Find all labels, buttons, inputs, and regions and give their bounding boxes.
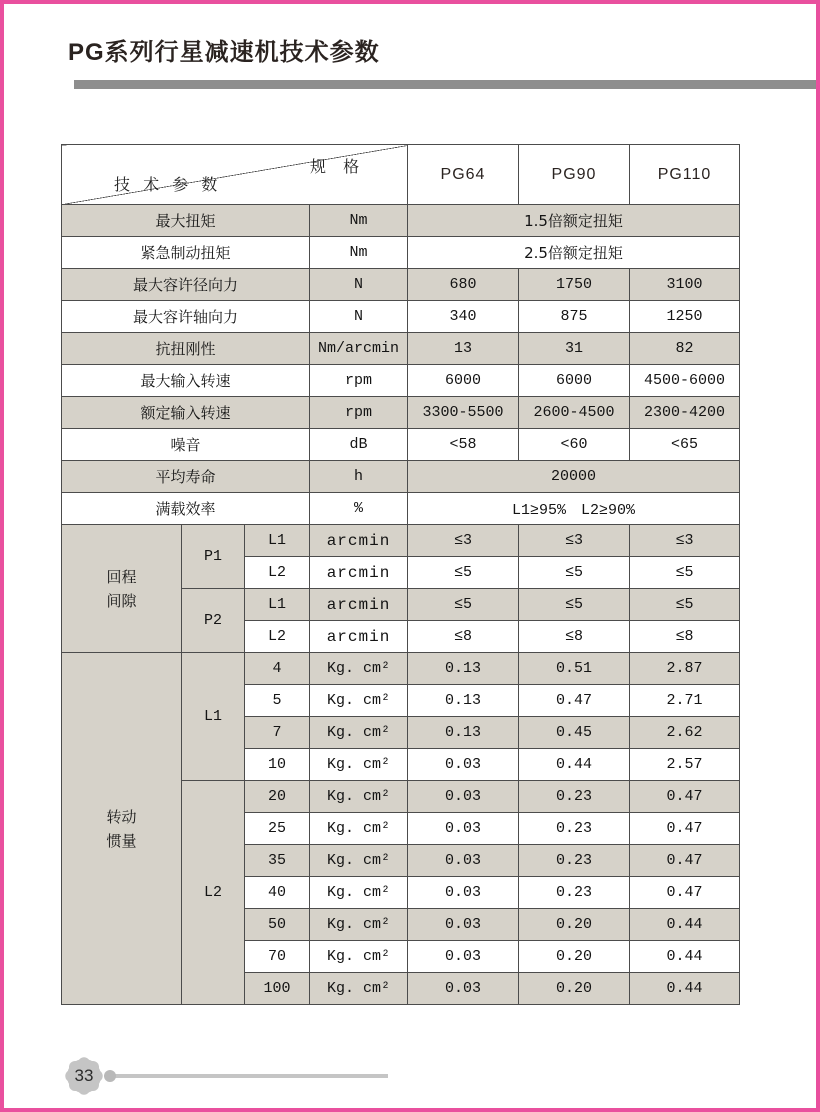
model-header-pg64: PG64	[408, 145, 519, 205]
footer-rule	[110, 1074, 388, 1078]
table-corner-cell	[62, 145, 408, 205]
param-value: 6000	[519, 365, 630, 397]
param-value: 13	[408, 333, 519, 365]
ratio-cell: 4	[245, 653, 310, 685]
param-value: ≤5	[630, 557, 740, 589]
param-unit: Kg. cm²	[310, 941, 408, 973]
param-unit: N	[310, 269, 408, 301]
table-row	[62, 429, 740, 461]
corner-label-spec: 规 格	[310, 157, 366, 176]
backlash-label-line2: 间隙	[106, 591, 137, 610]
param-value: ≤5	[408, 557, 519, 589]
table-row	[62, 365, 740, 397]
param-unit: Kg. cm²	[310, 973, 408, 1005]
ratio-cell: 25	[245, 813, 310, 845]
param-unit: %	[310, 493, 408, 525]
inertia-label-line1: 转动	[106, 807, 137, 826]
param-value: 0.03	[408, 877, 519, 909]
param-value: ≤3	[408, 525, 519, 557]
param-name: 满载效率	[62, 493, 310, 525]
param-value: 0.47	[630, 877, 740, 909]
ratio-cell: 40	[245, 877, 310, 909]
param-name: 最大容许径向力	[62, 269, 310, 301]
param-unit: Kg. cm²	[310, 685, 408, 717]
param-value: ≤3	[630, 525, 740, 557]
param-value: 0.23	[519, 845, 630, 877]
param-value: 3300-5500	[408, 397, 519, 429]
param-value: 0.03	[408, 909, 519, 941]
table-row	[62, 653, 740, 685]
param-unit: Nm	[310, 237, 408, 269]
stage-cell: L2	[245, 621, 310, 653]
grade-cell: P2	[182, 589, 245, 653]
param-unit: h	[310, 461, 408, 493]
param-value: ≤8	[408, 621, 519, 653]
param-value: 0.03	[408, 813, 519, 845]
param-name: 额定输入转速	[62, 397, 310, 429]
table-row	[62, 493, 740, 525]
stage-cell: L1	[245, 525, 310, 557]
param-value: 0.45	[519, 717, 630, 749]
param-value: 20000	[408, 461, 740, 493]
param-value: 0.13	[408, 653, 519, 685]
param-value: 0.47	[519, 685, 630, 717]
param-value: <60	[519, 429, 630, 461]
param-unit: arcmin	[310, 525, 408, 557]
ratio-cell: 7	[245, 717, 310, 749]
table-row	[62, 333, 740, 365]
param-value: 0.23	[519, 781, 630, 813]
param-value: ≤8	[519, 621, 630, 653]
inertia-label	[62, 653, 182, 1005]
param-value: 4500-6000	[630, 365, 740, 397]
param-value: 1.5倍额定扭矩	[408, 205, 740, 237]
param-value: 1750	[519, 269, 630, 301]
param-unit: Kg. cm²	[310, 781, 408, 813]
param-value: 0.20	[519, 909, 630, 941]
param-value: 0.23	[519, 877, 630, 909]
param-value: 0.44	[630, 973, 740, 1005]
page-title: PG系列行星减速机技术参数	[68, 39, 380, 66]
param-value: ≤5	[519, 589, 630, 621]
param-unit: rpm	[310, 397, 408, 429]
page-number-gear	[62, 1054, 106, 1098]
param-unit: Kg. cm²	[310, 653, 408, 685]
param-value: 0.44	[519, 749, 630, 781]
param-unit: Kg. cm²	[310, 877, 408, 909]
grade-cell: P1	[182, 525, 245, 589]
param-unit: arcmin	[310, 589, 408, 621]
ratio-cell: 35	[245, 845, 310, 877]
param-value: 340	[408, 301, 519, 333]
param-name: 抗扭刚性	[62, 333, 310, 365]
model-header-pg110: PG110	[630, 145, 740, 205]
inertia-label-line2: 惯量	[106, 831, 137, 850]
param-value: 3100	[630, 269, 740, 301]
param-value: <65	[630, 429, 740, 461]
param-unit: rpm	[310, 365, 408, 397]
param-value: 0.03	[408, 973, 519, 1005]
param-unit: Kg. cm²	[310, 813, 408, 845]
backlash-label	[62, 525, 182, 653]
param-name: 最大容许轴向力	[62, 301, 310, 333]
param-unit: N	[310, 301, 408, 333]
param-value: ≤8	[630, 621, 740, 653]
param-value: 875	[519, 301, 630, 333]
param-unit: dB	[310, 429, 408, 461]
param-value: 0.20	[519, 973, 630, 1005]
param-name: 噪音	[62, 429, 310, 461]
page-number: 33	[74, 1066, 94, 1085]
stage-cell: L1	[182, 653, 245, 781]
param-value: 0.44	[630, 909, 740, 941]
param-value: L1≥95% L2≥90%	[408, 493, 740, 525]
param-value: 0.20	[519, 941, 630, 973]
param-value: 6000	[408, 365, 519, 397]
param-name: 平均寿命	[62, 461, 310, 493]
param-value: 0.13	[408, 685, 519, 717]
param-value: 0.03	[408, 941, 519, 973]
param-unit: Kg. cm²	[310, 845, 408, 877]
spec-table	[61, 144, 740, 1005]
ratio-cell: 100	[245, 973, 310, 1005]
param-value: 2600-4500	[519, 397, 630, 429]
param-name: 最大扭矩	[62, 205, 310, 237]
param-value: 1250	[630, 301, 740, 333]
table-row	[62, 301, 740, 333]
param-value: 0.03	[408, 749, 519, 781]
param-unit: Kg. cm²	[310, 717, 408, 749]
param-value: ≤3	[519, 525, 630, 557]
param-value: <58	[408, 429, 519, 461]
param-value: 0.13	[408, 717, 519, 749]
param-value: 0.03	[408, 781, 519, 813]
stage-cell: L1	[245, 589, 310, 621]
param-unit: Kg. cm²	[310, 749, 408, 781]
param-unit: Nm	[310, 205, 408, 237]
ratio-cell: 70	[245, 941, 310, 973]
ratio-cell: 5	[245, 685, 310, 717]
param-name: 紧急制动扭矩	[62, 237, 310, 269]
table-row	[62, 397, 740, 429]
param-value: 680	[408, 269, 519, 301]
param-value: 2.71	[630, 685, 740, 717]
param-value: 82	[630, 333, 740, 365]
param-value: 31	[519, 333, 630, 365]
param-value: 2.87	[630, 653, 740, 685]
footer-rule-dot	[104, 1070, 116, 1082]
table-row	[62, 525, 740, 557]
param-value: 0.44	[630, 941, 740, 973]
backlash-label-line1: 回程	[106, 567, 137, 586]
table-header-row	[62, 145, 740, 205]
param-value: 0.47	[630, 813, 740, 845]
param-value: 0.47	[630, 781, 740, 813]
table-row	[62, 237, 740, 269]
page-footer	[62, 1054, 388, 1098]
param-value: 2.62	[630, 717, 740, 749]
param-value: 0.51	[519, 653, 630, 685]
table-row	[62, 205, 740, 237]
param-value: ≤5	[408, 589, 519, 621]
ratio-cell: 20	[245, 781, 310, 813]
table-row	[62, 269, 740, 301]
corner-label-param: 技 术 参 数	[114, 175, 222, 194]
param-unit: Nm/arcmin	[310, 333, 408, 365]
stage-cell: L2	[245, 557, 310, 589]
ratio-cell: 10	[245, 749, 310, 781]
param-value: ≤5	[519, 557, 630, 589]
param-name: 最大输入转速	[62, 365, 310, 397]
ratio-cell: 50	[245, 909, 310, 941]
param-value: 0.03	[408, 845, 519, 877]
param-value: 2300-4200	[630, 397, 740, 429]
param-unit: arcmin	[310, 557, 408, 589]
table-row	[62, 461, 740, 493]
param-unit: arcmin	[310, 621, 408, 653]
param-value: 2.57	[630, 749, 740, 781]
model-header-pg90: PG90	[519, 145, 630, 205]
param-value: ≤5	[630, 589, 740, 621]
param-unit: Kg. cm²	[310, 909, 408, 941]
title-underline-bar	[74, 80, 816, 89]
param-value: 0.47	[630, 845, 740, 877]
param-value: 0.23	[519, 813, 630, 845]
param-value: 2.5倍额定扭矩	[408, 237, 740, 269]
stage-cell: L2	[182, 781, 245, 1005]
